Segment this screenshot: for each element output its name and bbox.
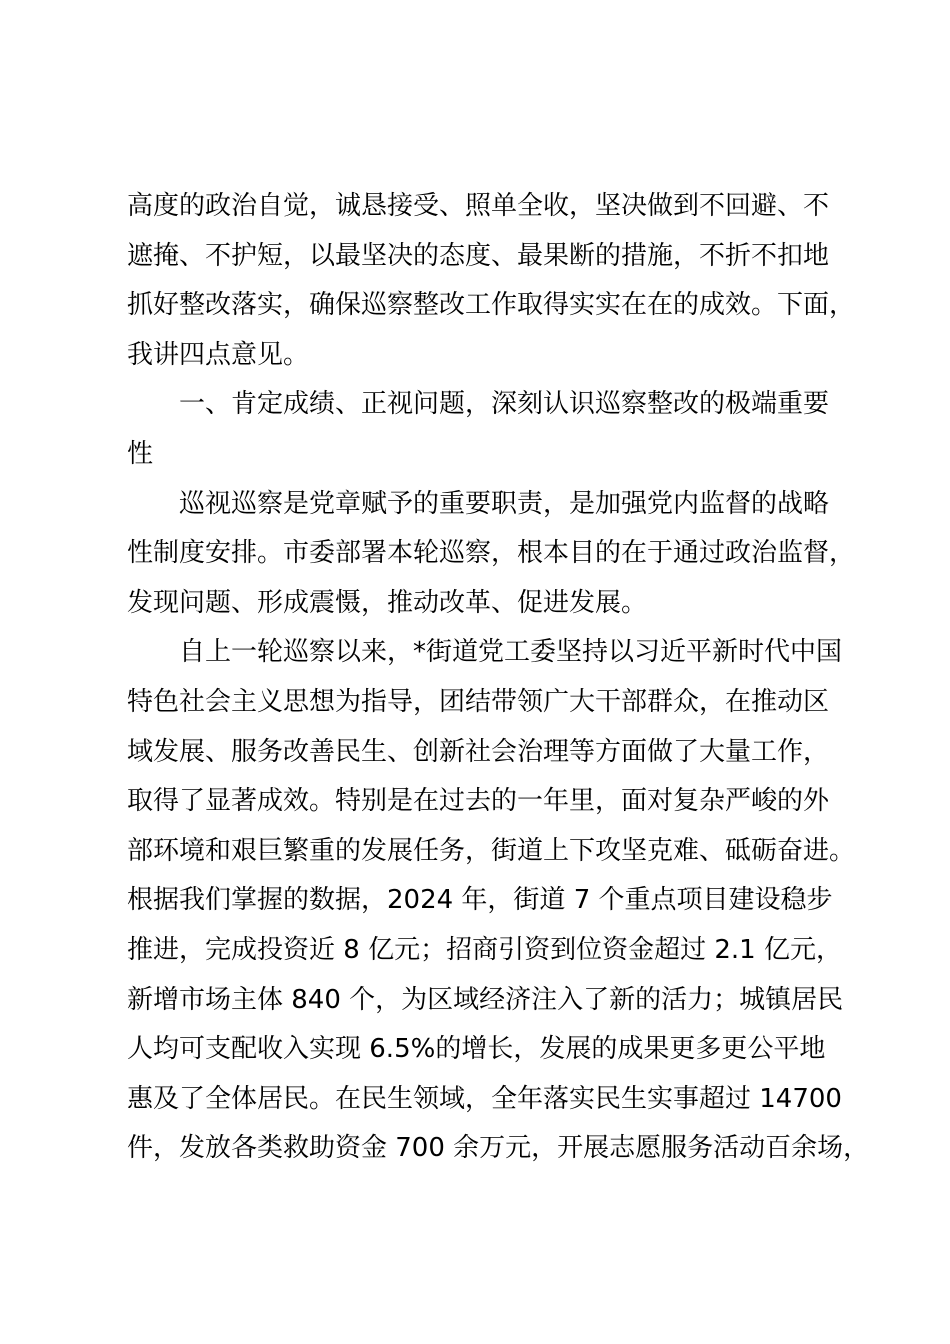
- text-line: 发现问题、形成震慑，推动改革、促进发展。: [127, 587, 648, 618]
- text-line: 推进，完成投资近 8 亿元；招商引资到位资金超过 2.1 亿元，: [127, 934, 842, 965]
- text-line: 遮掩、不护短，以最坚决的态度、最果断的措施，不折不扣地: [127, 240, 830, 271]
- text-line: 高度的政治自觉，诚恳接受、照单全收，坚决做到不回避、不: [127, 191, 830, 221]
- text-line: 件，发放各类救助资金 700 余万元，开展志愿服务活动百余场，: [127, 1133, 870, 1164]
- section-heading-line: 性: [127, 438, 154, 469]
- text-line: 根据我们掌握的数据，2024 年，街道 7 个重点项目建设稳步: [127, 885, 833, 916]
- document-body: [127, 182, 870, 1174]
- text-line: 性制度安排。市委部署本轮巡察，根本目的在于通过政治监督，: [127, 538, 856, 569]
- text-line: 巡视巡察是党章赋予的重要职责，是加强党内监督的战略: [179, 488, 830, 519]
- text-line: 我讲四点意见。: [127, 339, 310, 370]
- text-line: 取得了显著成效。特别是在过去的一年里，面对复杂严峻的外: [127, 786, 830, 817]
- text-line: 抓好整改落实，确保巡察整改工作取得实实在在的成效。下面，: [127, 290, 856, 321]
- text-line: 自上一轮巡察以来，*街道党工委坚持以习近平新时代中国: [179, 637, 843, 668]
- text-line: 人均可支配收入实现 6.5%的增长，发展的成果更多更公平地: [127, 1034, 826, 1065]
- text-line: 新增市场主体 840 个，为区域经济注入了新的活力；城镇居民: [127, 984, 844, 1015]
- text-line: 域发展、服务改善民生、创新社会治理等方面做了大量工作，: [127, 736, 830, 767]
- text-line: 特色社会主义思想为指导，团结带领广大干部群众，在推动区: [127, 686, 830, 717]
- text-line: 部环境和艰巨繁重的发展任务，街道上下攻坚克难、砥砺奋进。: [127, 835, 856, 866]
- text-line: 惠及了全体居民。在民生领域，全年落实民生实事超过 14700: [127, 1083, 842, 1114]
- section-heading-line: 一、肯定成绩、正视问题，深刻认识巡察整改的极端重要: [179, 389, 830, 420]
